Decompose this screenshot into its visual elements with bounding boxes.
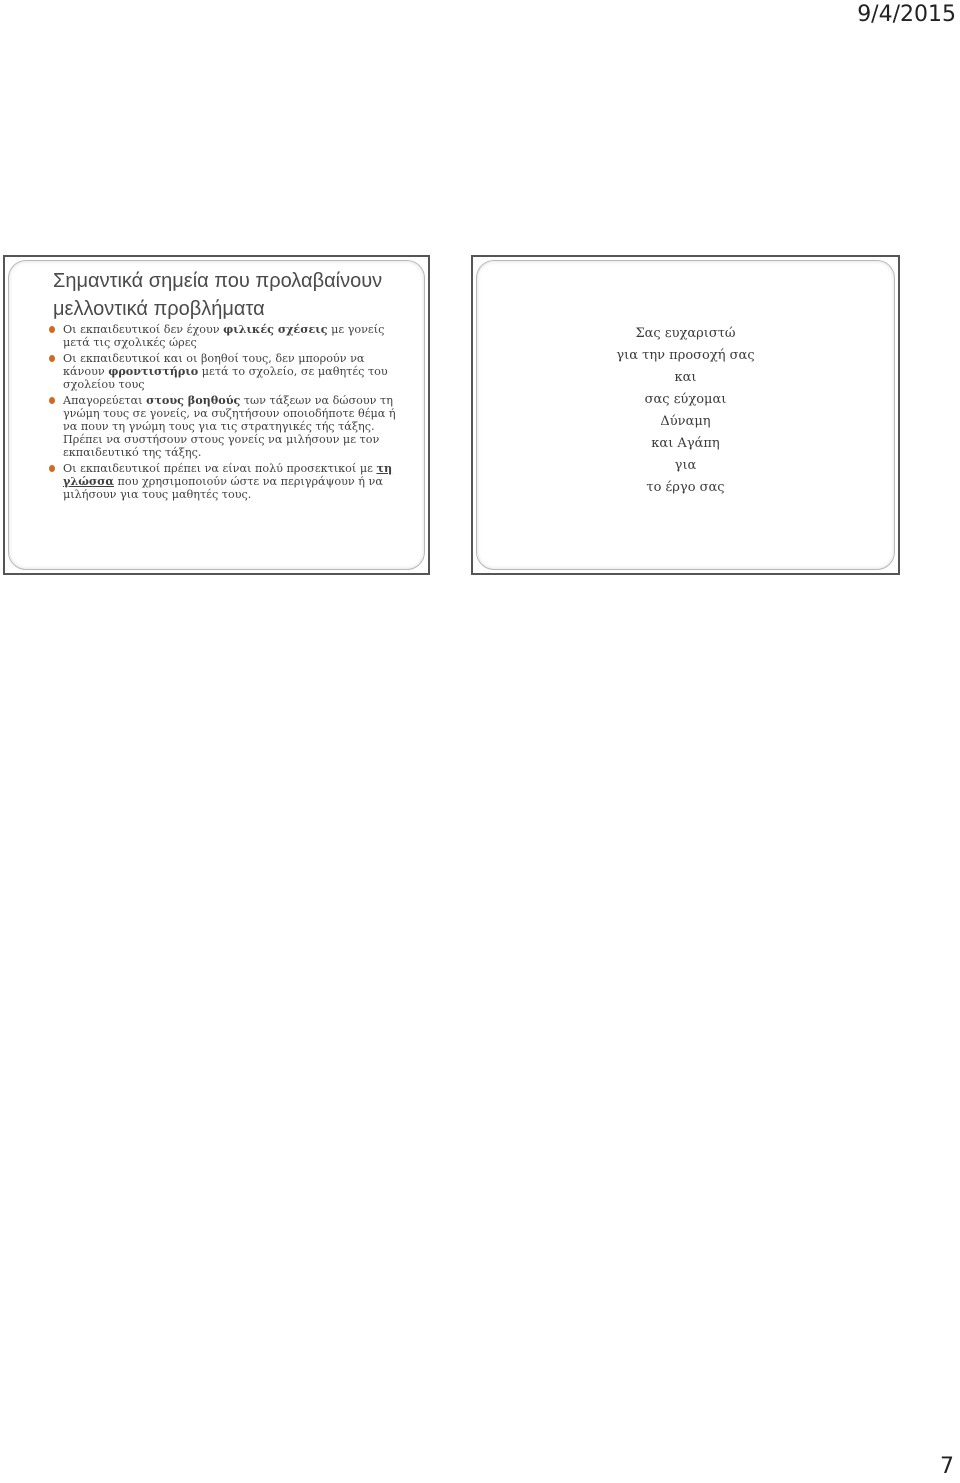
- slide-right: [471, 255, 900, 575]
- slide-title-line-2: μελλοντικά προβλήματα: [53, 298, 265, 320]
- bullet-text: Οι εκπαιδευτικοί πρέπει να είναι πολύ προσεκτικοί με: [63, 462, 377, 475]
- bullet-dot-icon: [49, 355, 55, 362]
- slide-left: [3, 255, 430, 575]
- thanks-line: το έργο σας: [646, 480, 725, 495]
- thanks-line: και: [674, 370, 697, 385]
- bullet-text: μετά το σχολείο, σε μαθητές του σχολείου τους: [63, 365, 388, 391]
- thanks-line: Σας ευχαριστώ: [635, 326, 736, 341]
- page-date: 9/4/2015: [857, 2, 956, 27]
- bullet-text: Οι εκπαιδευτικοί και οι βοηθοί τους, δεν μπορούν να κάνουν: [63, 352, 365, 378]
- thanks-line: για την προσοχή σας: [616, 348, 755, 363]
- bullet-text: που χρησιμοποιούν ώστε να περιγράψουν ή να μιλήσουν για τους μαθητές τους.: [63, 475, 383, 501]
- bullet-item: [49, 462, 405, 501]
- bullet-item: [49, 394, 405, 459]
- bullet-text: των τάξεων να δώσουν τη γνώμη τους σε γονείς, να συζητήσουν οποιοδήποτε θέμα ή να πουν τη γνώμη τους για τις στρατηγικές τής τάξης. Πρέπει να συστήσουν στους γονείς να μιλήσουν με τον εκπαιδευτικό της τάξης.: [63, 394, 396, 459]
- thanks-line: για: [674, 458, 697, 473]
- bullet-text: Απαγορεύεται: [63, 394, 147, 407]
- bullet-dot-icon: [49, 326, 55, 333]
- slide-title: [53, 267, 413, 323]
- bullet-emphasis: φιλικές σχέσεις: [223, 322, 328, 336]
- page-number: 7: [940, 1454, 954, 1479]
- bullet-emphasis: τη γλώσσα: [63, 461, 393, 488]
- bullet-item: [49, 323, 405, 349]
- bullet-text: Οι εκπαιδευτικοί δεν έχουν: [63, 323, 224, 336]
- thanks-line: και Αγάπη: [651, 436, 720, 451]
- bullet-item: [49, 352, 405, 391]
- bullet-emphasis: φροντιστήριο: [108, 364, 199, 378]
- thanks-text-block: [473, 323, 898, 499]
- slide-title-line-1: Σημαντικά σημεία που προλαβαίνουν: [53, 270, 383, 292]
- bullet-emphasis: στους βοηθούς: [146, 393, 241, 407]
- bullet-dot-icon: [49, 465, 55, 472]
- bullet-text: με γονείς μετά τις σχολικές ώρες: [63, 323, 385, 349]
- thanks-line: Δύναμη: [660, 414, 711, 429]
- thanks-line: σας εύχομαι: [644, 392, 727, 407]
- bullet-dot-icon: [49, 397, 55, 404]
- bullet-list: [49, 323, 405, 504]
